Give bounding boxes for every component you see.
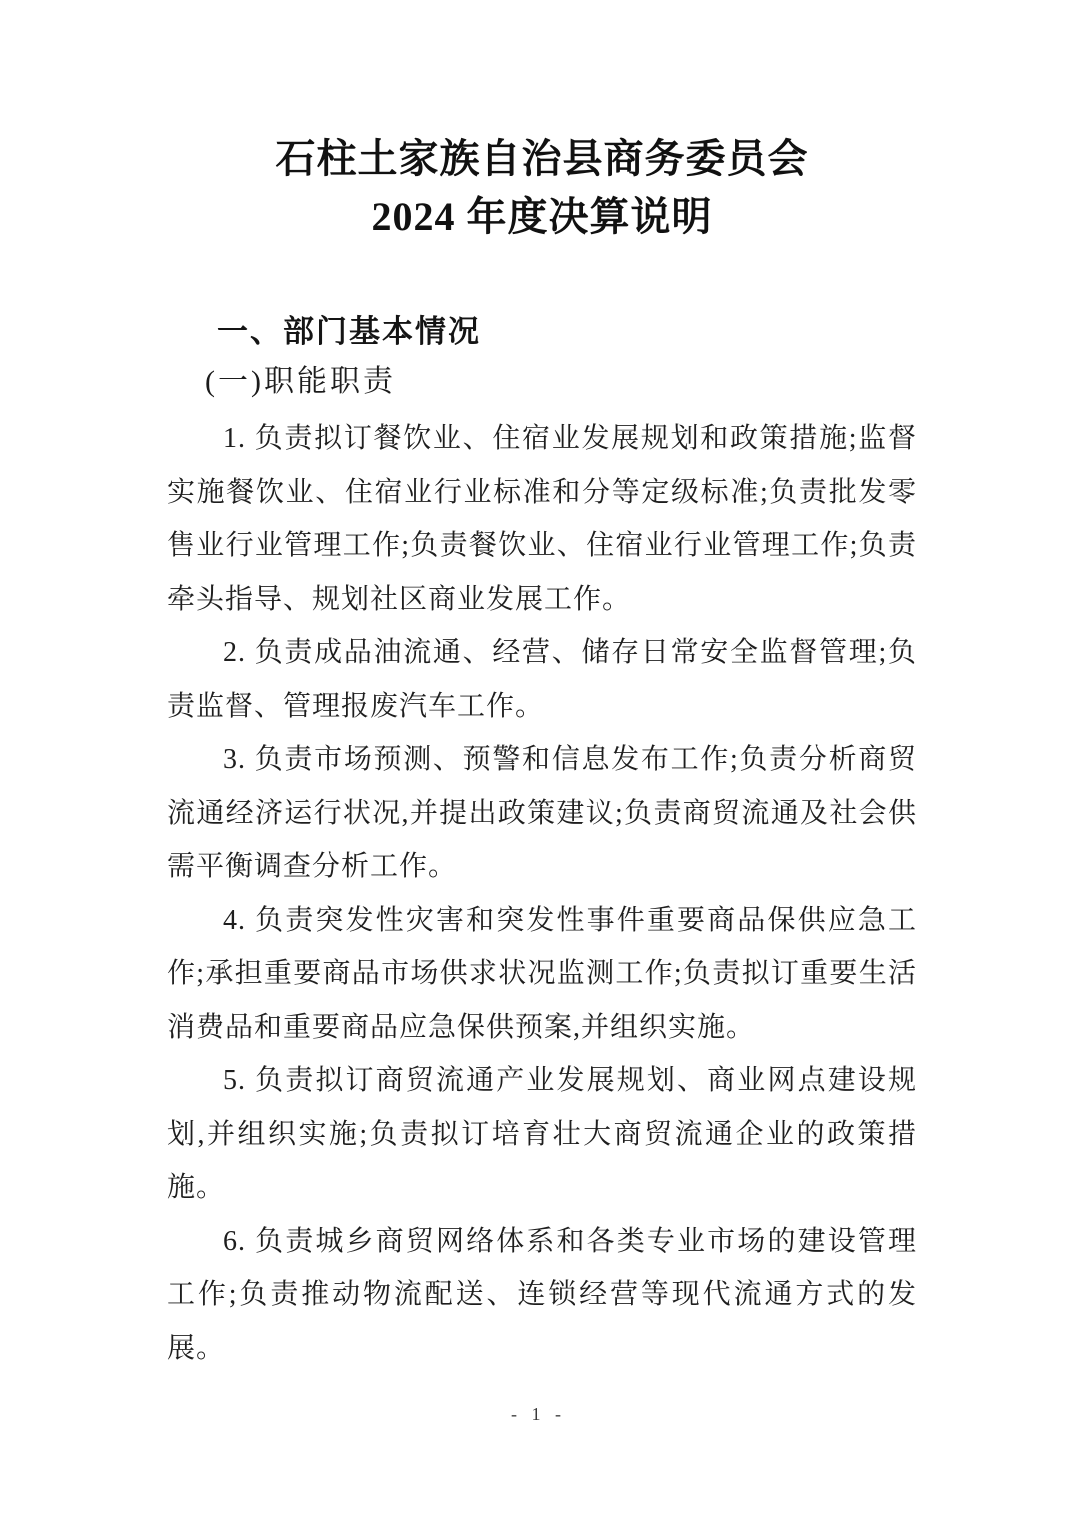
document-content [167, 0, 917, 1375]
document-title-line2: 2024 年度决算说明 [371, 194, 713, 239]
paragraph-6: 6. 负责城乡商贸网络体系和各类专业市场的建设管理工作;负责推动物流配送、连锁经营等现代流通方式的发展。 [167, 1225, 917, 1364]
paragraph-5: 5. 负责拟订商贸流通产业发展规划、商业网点建设规划,并组织实施;负责拟订培育壮大商贸流通企业的政策措施。 [167, 1065, 917, 1203]
body-text [167, 412, 917, 1375]
paragraph-3: 3. 负责市场预测、预警和信息发布工作;负责分析商贸流通经济运行状况,并提出政策建议;负责商贸流通及社会供需平衡调查分析工作。 [167, 744, 917, 882]
section-heading: 一、部门基本情况 [217, 314, 481, 349]
document-title [167, 0, 917, 246]
paragraph-4: 4. 负责突发性灾害和突发性事件重要商品保供应急工作;承担重要商品市场供求状况监测工作;负责拟订重要生活消费品和重要商品应急保供预案,并组织实施。 [167, 904, 917, 1043]
page-number: - 1 - [511, 1404, 564, 1424]
document-title-line1: 石柱土家族自治县商务委员会 [275, 136, 809, 181]
paragraph-2: 2. 负责成品油流通、经营、储存日常安全监督管理;负责监督、管理报废汽车工作。 [167, 637, 917, 722]
paragraph-1: 1. 负责拟订餐饮业、住宿业发展规划和政策措施;监督实施餐饮业、住宿业行业标准和分等定级标准;负责批发零售业行业管理工作;负责餐饮业、住宿业行业管理工作;负责牵头指导、规划社区商业发展工作。 [167, 423, 917, 615]
subsection-heading: (一)职能职责 [205, 365, 396, 398]
